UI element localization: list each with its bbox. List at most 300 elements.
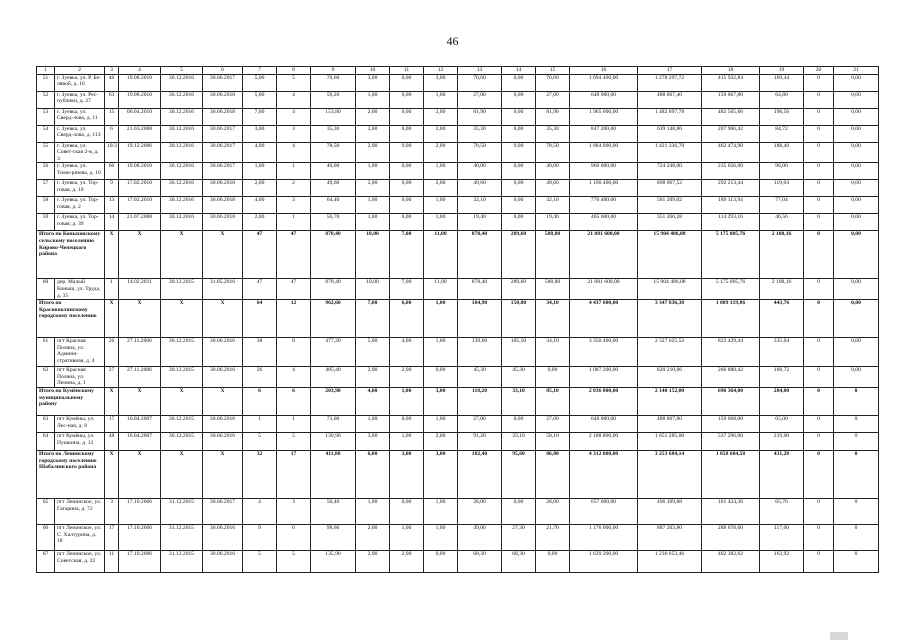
table-cell: 0,00 [390,108,424,125]
table-cell: 496 109,88 [638,498,702,524]
table-cell: 189 113,94 [702,197,760,214]
table-cell: 0,00 [834,91,879,108]
table-cell: 21.07.2008 [119,214,161,231]
table-cell: 30.12.2015 [161,367,203,388]
table-cell: 3 [277,197,311,214]
table-cell: 13 [105,197,119,214]
table-cell: 477,20 [311,338,356,367]
table-cell: 284,00 [760,387,804,415]
table-cell: 1 278 297,72 [638,74,702,91]
table-cell: 1 884 000,00 [570,142,638,163]
table-cell: 0,00 [834,300,879,338]
table-cell: 537 296,00 [702,432,760,450]
table-cell: 0,00 [834,125,879,142]
table-cell: 27,00 [536,415,570,432]
table-cell: 2,00 [356,125,390,142]
table-cell: 30.06.2018 [203,108,243,125]
table-cell: 40,00 [536,163,570,180]
table-cell: 0,00 [834,163,879,180]
table-cell: 15 904 486,08 [638,279,702,300]
table-cell: 14 [105,214,119,231]
table-cell: 6,00 [356,450,390,498]
column-number: 16 [570,67,638,75]
table-cell: 64 [37,432,55,450]
table-cell: 0,00 [390,498,424,524]
table-cell: 335,04 [760,338,804,367]
table-cell: 78,50 [536,142,570,163]
table-cell: X [119,387,161,415]
table-cell: 3,00 [243,125,277,142]
table-cell: 2,00 [424,108,458,125]
table-cell: 35,30 [311,125,356,142]
subtotal-row [37,300,879,338]
table-cell: 0 [804,180,834,197]
table-row [37,125,879,142]
table-cell: 19.08.2010 [119,74,161,91]
table-cell: 207 966,42 [702,125,760,142]
table-cell: 78,50 [311,142,356,163]
table-cell: 85,10 [536,387,570,415]
table-cell: 0,00 [502,91,536,108]
table-cell: 0,00 [390,125,424,142]
table-cell: 52 [37,91,55,108]
table-cell: 32 [243,450,277,498]
table-cell: 55 [37,142,55,163]
table-cell: 960 000,00 [570,163,638,180]
table-cell: 0 [804,550,834,572]
table-cell: 64 [243,300,277,338]
table-cell: 0 [804,498,834,524]
table-cell: 06.04.2010 [119,108,161,125]
table-cell: 2,00 [356,524,390,550]
table-row [37,142,879,163]
table-cell: 4,00 [356,387,390,415]
table-cell: 0 [834,432,879,450]
table-cell: 30.06.2018 [203,91,243,108]
table-cell: 60 [37,279,55,300]
subtotal-label: Итого по Кумёнскому муниципальному району [37,387,105,415]
table-cell: 32,10 [536,197,570,214]
table-cell: 159 067,80 [702,91,760,108]
column-number: 14 [502,67,536,75]
table-cell: 161 424,36 [702,498,760,524]
table-cell: 19,40 [536,214,570,231]
table-cell: 770 400,00 [570,197,638,214]
table-cell: 16.04.2007 [119,415,161,432]
table-cell: 0,00 [834,214,879,231]
table-cell: 6 [277,524,311,550]
table-cell: 0,00 [502,142,536,163]
table-cell: 7,00 [390,231,424,279]
table-cell: 2,00 [390,550,424,572]
table-cell: 153,80 [311,108,356,125]
table-cell: 35,30 [458,125,502,142]
table-cell: 1,00 [390,432,424,450]
table-cell: 0,00 [390,415,424,432]
table-cell: 21 081 600,00 [570,279,638,300]
table-cell: 169,44 [760,74,804,91]
column-number: 19 [760,67,804,75]
table-cell: 588,80 [536,231,570,279]
table-cell: 0 [804,300,834,338]
table-cell: 1 [277,415,311,432]
table-cell: 1,00 [424,338,458,367]
table-cell: 639 148,86 [638,125,702,142]
table-cell: 5,00 [356,338,390,367]
table-row [37,91,879,108]
table-cell: 30.12.2016 [161,163,203,180]
table-row [37,180,879,197]
table-cell: 7,00 [356,300,390,338]
table-cell: 2,00 [390,367,424,388]
table-cell: 4 [277,367,311,388]
table-cell: 96,00 [760,163,804,180]
table-cell: 4 312 800,00 [570,450,638,498]
table-cell: 47 [243,231,277,279]
table-cell: 119,04 [760,180,804,197]
table-cell: 443,76 [760,300,804,338]
address-cell: пгт Красная Поляна, ул. Ленина, д. 1 [55,367,105,388]
table-cell: 1,00 [243,163,277,180]
table-cell: 51 [37,74,55,91]
table-cell: 68,30 [458,550,502,572]
table-cell: 0 [804,338,834,367]
address-cell: пгт Ленинское, ул. Советская, д. 22 [55,550,105,572]
table-cell: 0 [804,125,834,142]
table-cell: 32,10 [458,197,502,214]
table-row [37,163,879,180]
table-cell: 289,60 [502,231,536,279]
table-cell: 31.05.2016 [203,279,243,300]
table-cell: 482 505,66 [702,108,760,125]
subtotal-label: Итого по Краснополянскому городскому поселению [37,300,105,338]
table-cell: 73,00 [311,415,356,432]
subtotal-row [37,450,879,498]
table-cell: 289,60 [502,279,536,300]
table-cell: 17.02.2010 [119,197,161,214]
table-cell: 30.06.2017 [203,74,243,91]
table-cell: 27 [105,367,119,388]
table-cell: 30.06.2016 [203,524,243,550]
table-cell: 0,00 [390,163,424,180]
table-cell: 67 [37,550,55,572]
table-cell: 581 209,02 [638,197,702,214]
table-cell: 3,00 [356,74,390,91]
table-cell: 30.12.2016 [161,91,203,108]
table-cell: 17.10.2006 [119,498,161,524]
table-cell: 203,90 [311,387,356,415]
table-cell: 33,10 [502,387,536,415]
table-cell: 235 656,00 [702,163,760,180]
table-cell: 70,60 [536,74,570,91]
address-cell: г. Зуевка, ул. Р. Бе-лявой, д. 16 [55,74,105,91]
column-number: 18 [702,67,760,75]
table-cell: 1,00 [356,214,390,231]
table-cell: 27,00 [536,91,570,108]
table-cell: 11,00 [424,279,458,300]
table-cell: 1,00 [424,524,458,550]
table-cell: 7,00 [390,279,424,300]
table-cell: 91,20 [458,432,502,450]
table-row [37,432,879,450]
table-cell: 30.06.2016 [203,338,243,367]
table-cell: 0,00 [502,180,536,197]
table-cell: 188,40 [760,142,804,163]
table-cell: 139,60 [458,338,502,367]
table-cell: 68,30 [502,550,536,572]
table-cell: 1 421 336,70 [638,142,702,163]
table-cell: 2 140 152,00 [638,387,702,415]
table-cell: 0 [804,108,834,125]
table-cell: 150,80 [502,300,536,338]
table-cell: 30.06.2018 [203,197,243,214]
table-cell: 18,00 [356,279,390,300]
table-cell: 16.04.2007 [119,432,161,450]
address-cell: г. Зуевка, ул. Рес-публики, д. 27 [55,91,105,108]
table-cell: 488 867,00 [638,415,702,432]
table-cell: 6 [277,387,311,415]
column-number: 6 [203,67,243,75]
table-cell: 118,20 [458,387,502,415]
table-cell: 1,00 [424,498,458,524]
table-cell: 5 [243,550,277,572]
table-cell: 105,50 [502,338,536,367]
table-cell: 0,00 [834,231,879,279]
table-cell: X [105,300,119,338]
column-number: 12 [424,67,458,75]
column-number: 4 [119,67,161,75]
document-table-container [36,66,878,573]
table-cell: 648 000,00 [570,91,638,108]
column-number: 11 [390,67,424,75]
table-cell: 898 067,52 [638,180,702,197]
table-cell: 0 [804,91,834,108]
table-cell: 0,00 [424,550,458,572]
column-number: 2 [55,67,105,75]
table-cell: 65 [37,498,55,524]
table-cell: 48 [105,432,119,450]
table-cell: 488 867,40 [638,91,702,108]
column-number: 5 [161,67,203,75]
table-cell: 5 175 005,76 [702,279,760,300]
table-cell: 2 108,16 [760,279,804,300]
address-cell: пгт Кумёны, ул. Пушкина, д. 12 [55,432,105,450]
address-cell: г. Зуевка, ул. Тор-говая, д. 10 [55,180,105,197]
table-cell: 30.06.2017 [203,163,243,180]
table-cell: 887 203,80 [638,524,702,550]
table-cell: 431,28 [760,450,804,498]
table-cell: 30.06.2016 [203,415,243,432]
table-cell: 30.06.2016 [203,367,243,388]
table-cell: X [203,450,243,498]
table-cell: 1,00 [424,163,458,180]
table-cell: 3 [277,498,311,524]
table-cell: 184,90 [458,300,502,338]
table-cell: 15 [105,108,119,125]
table-cell: 31.12.2015 [161,498,203,524]
table-cell: 1,00 [356,415,390,432]
table-cell: 81,90 [458,108,502,125]
table-row [37,74,879,91]
table-cell: 17 [277,450,311,498]
table-row [37,214,879,231]
table-cell: 878,40 [458,231,502,279]
address-cell: г. Зуевка, ул. Совет-ская 2-я, д. 3 [55,142,105,163]
table-row [37,279,879,300]
table-cell: 0 [834,450,879,498]
table-cell: 56 [37,163,55,180]
table-cell: 0 [804,524,834,550]
table-cell: 0 [804,231,834,279]
table-cell: 6 [243,387,277,415]
table-cell: 30.12.2016 [161,180,203,197]
column-number: 9 [311,67,356,75]
table-cell: 462 474,90 [702,142,760,163]
table-cell: 47 [277,231,311,279]
table-cell: 1,00 [424,415,458,432]
table-cell: 86,80 [536,450,570,498]
table-cell: 70,60 [311,74,356,91]
table-cell: 2,00 [424,142,458,163]
table-cell: 1 087 200,00 [570,367,638,388]
table-cell: 28,00 [458,498,502,524]
table-cell: X [203,231,243,279]
table-cell: 40,00 [311,163,356,180]
table-cell: 4 437 600,00 [570,300,638,338]
table-cell: 30.12.2016 [161,125,203,142]
table-cell: 196,56 [760,108,804,125]
table-cell: 1,00 [356,163,390,180]
table-cell: 0,00 [502,197,536,214]
table-cell: 27.11.2006 [119,338,161,367]
table-cell: 0 [834,498,879,524]
table-cell: 1 176 000,00 [570,524,638,550]
table-cell: 77,04 [760,197,804,214]
table-cell: 130,90 [311,432,356,450]
table-cell: 0,00 [834,142,879,163]
table-cell: 0,00 [834,279,879,300]
table-cell: 5 [277,550,311,572]
table-cell: 21.03.2008 [119,125,161,142]
table-cell: 34,10 [536,300,570,338]
table-cell: 485,40 [311,367,356,388]
table-cell: 64,80 [760,91,804,108]
table-cell: 5 [277,432,311,450]
table-cell: 1,00 [424,300,458,338]
table-cell: 53 [37,108,55,125]
table-cell: X [161,450,203,498]
table-cell: 135,90 [311,550,356,572]
table-cell: 1 482 897,78 [638,108,702,125]
table-cell: 0 [804,387,834,415]
table-cell: 30.06.2016 [203,550,243,572]
table-cell: 58 [37,197,55,214]
table-row [37,550,879,572]
table-cell: 114 293,16 [702,214,760,231]
address-cell: пгт Ленинское, ул. Гагарина, д. 72 [55,498,105,524]
table-cell: 108,72 [760,367,804,388]
table-row [37,108,879,125]
table-cell: 822 429,44 [702,338,760,367]
table-row [37,524,879,550]
table-body [37,67,879,573]
table-cell: 19,40 [458,214,502,231]
table-cell: 27,00 [458,415,502,432]
table-cell: X [119,231,161,279]
table-cell: 0 [834,550,879,572]
table-cell: 21,70 [536,524,570,550]
table-cell: 3,00 [424,387,458,415]
table-cell: 0 [834,415,879,432]
table-cell: 62 [37,367,55,388]
table-cell: 0 [834,387,879,415]
table-cell: 2 188 800,00 [570,432,638,450]
table-cell: 30.06.2017 [203,125,243,142]
table-cell: 2,00 [356,108,390,125]
table-cell: 0 [804,142,834,163]
table-cell: 5 [243,432,277,450]
table-cell: 415 932,84 [702,74,760,91]
table-cell: 3 [105,498,119,524]
table-cell: 1 965 600,00 [570,108,638,125]
table-cell: 30.12.2016 [161,108,203,125]
table-cell: 65,00 [760,415,804,432]
table-cell: 117,60 [760,524,804,550]
table-row [37,415,879,432]
table-cell: 21 081 600,00 [570,231,638,279]
table-cell: 163,92 [760,550,804,572]
table-cell: 878,40 [458,279,502,300]
table-cell: 411,80 [311,450,356,498]
table-cell: X [161,231,203,279]
table-cell: 30.06.2017 [203,142,243,163]
address-cell: г. Зуевка, ул. Сверд-лова, д. 113 [55,125,105,142]
table-cell: 5,00 [243,74,277,91]
table-cell: 47 [277,279,311,300]
table-cell: 0,00 [834,197,879,214]
table-cell: 5 175 005,76 [702,231,760,279]
table-cell: 58,10 [536,432,570,450]
table-cell: 78,50 [458,142,502,163]
table-cell: 0,00 [834,338,879,367]
table-cell: 95,60 [502,450,536,498]
table-cell: 17.02.2010 [119,180,161,197]
table-cell: 56,40 [311,498,356,524]
table-row [37,197,879,214]
table-cell: X [161,387,203,415]
table-cell: 7,00 [243,108,277,125]
table-cell: 0 [804,450,834,498]
table-cell: 820 210,86 [638,367,702,388]
table-cell: 1,00 [424,91,458,108]
table-cell: 878,40 [311,231,356,279]
table-cell: 0,00 [390,91,424,108]
table-cell: 4,00 [243,197,277,214]
table-cell: 182,40 [458,450,502,498]
table-cell: 0,00 [502,163,536,180]
table-cell: 5 [277,74,311,91]
table-cell: 30.12.2015 [161,279,203,300]
address-cell: г. Зуевка, ул. Тор-говая, д. 39 [55,214,105,231]
table-cell: 30.06.2016 [203,432,243,450]
table-cell: 49,60 [458,180,502,197]
table-cell: 0,00 [390,180,424,197]
table-cell: 35,30 [536,125,570,142]
table-cell: 2,00 [424,125,458,142]
table-cell: 1 694 400,00 [570,74,638,91]
table-cell: 0,00 [502,415,536,432]
table-cell: 351 260,28 [638,214,702,231]
